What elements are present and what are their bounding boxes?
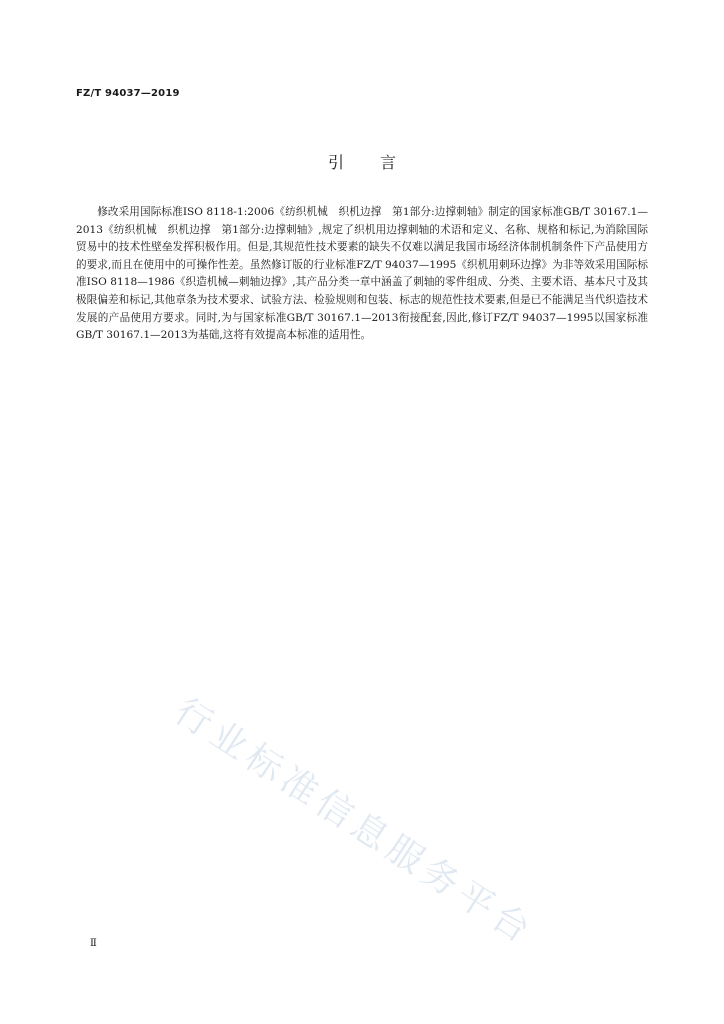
introduction-paragraph: 修改采用国际标准ISO 8118-1:2006《纺织机械 织机边撑 第1部分:边撑刺轴》制定的国家标准GB/T 30167.1—2013《纺织机械 织机边撑 第1部分:边撑刺轴》,规定了织机用边撑刺轴的术语和定义、名称、规格和标记,为消除国际贸易中的技术性壁垒发挥积极作用。但是,其规范性技术要素的缺失不仅难以满足我国市场经济体制机制条件下产品使用方的要求,而且在使用中的可操作性差。虽然修订版的行业标准FZ/T 94037—1995《织机用刺环边撑》为非等效采用国际标准ISO 8118—1986《织造机械—刺轴边撑》,其产品分类一章中涵盖了刺轴的零件组成、分类、主要术语、基本尺寸及其极限偏差和标记,其他章条为技术要求、试验方法、检验规则和包装、标志的规范性技术要素,但是已不能满足当代织造技术发展的产品使用方要求。同时,为与国家标准GB/T 30167.1—2013衔接配套,因此,修订FZ/T 94037—1995以国家标准GB/T 30167.1—2013为基础,这将有效提高本标准的适用性。 — [76, 206, 648, 342]
standard-code: FZ/T 94037—2019 — [76, 88, 180, 99]
page-number: Ⅱ — [90, 938, 97, 949]
page-title: 引言 — [327, 153, 432, 172]
watermark: 行业标准信息服务平台 — [167, 690, 542, 954]
